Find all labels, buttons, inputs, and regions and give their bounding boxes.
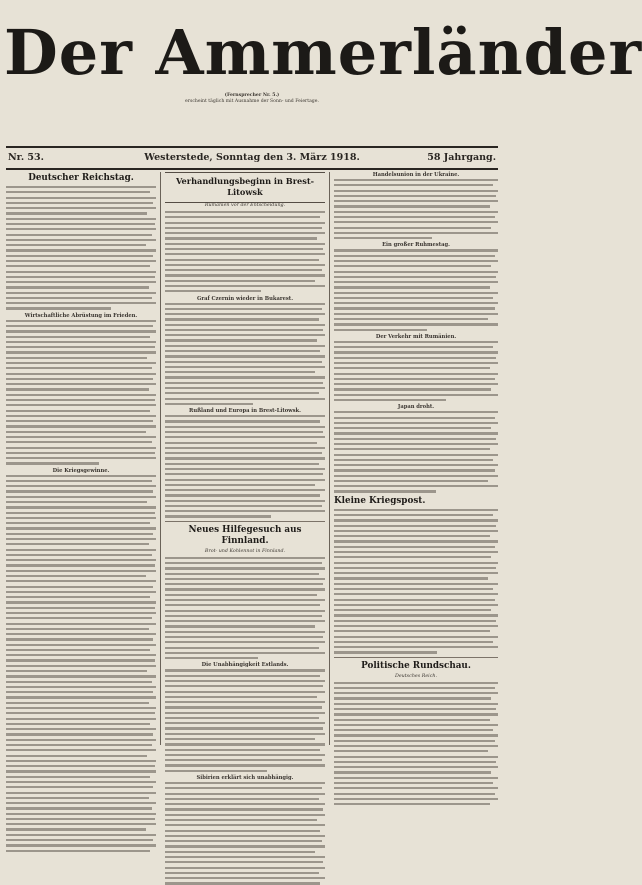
headline-box-brest <box>165 172 325 203</box>
section-estland: Die Unabhängigkeit Estlands. <box>201 662 289 669</box>
column-2 <box>165 172 325 781</box>
article-body-czernin <box>165 303 325 406</box>
headline-reichstag: Deutscher Reichstag. <box>28 173 134 183</box>
article-body-reichstag <box>6 186 156 310</box>
masthead-info: erscheint täglich mit Ausnahme der Sonn- und Feiertage. <box>185 99 319 105</box>
article-body-verkehr <box>334 341 498 401</box>
section-kriegsgewinne: Die Kriegsgewinne. <box>52 467 110 474</box>
headline-finnland: Neues Hilfegesuch aus Finnland. <box>188 524 302 546</box>
dateline <box>6 150 498 166</box>
section-abruestung: Wirtschaftliche Abrüstung im Frieden. <box>24 312 138 319</box>
article-body-abruestung <box>6 320 156 465</box>
article-body-finnland <box>165 557 325 660</box>
dateline-bottom-rule <box>6 168 498 170</box>
headline-brest-litowsk: Verhandlungsbeginn in Brest-Litowsk <box>175 176 315 197</box>
column-divider <box>329 172 330 745</box>
section-ruhmestag: Ein großer Ruhmestag. <box>382 242 450 249</box>
article-body-japan <box>334 411 498 492</box>
section-japan: Japan droht. <box>397 404 435 411</box>
dateline-top-rule <box>6 146 498 148</box>
masthead-subheader <box>8 93 496 105</box>
article-body-ruhmestag <box>334 249 498 330</box>
section-sibirien: Sibirien erklärt sich unabhängig. <box>196 775 294 781</box>
masthead-title: Der Ammerländer <box>4 16 642 89</box>
subheadline-finnland: Brot- und Kohlennot in Finnland. <box>204 548 286 554</box>
article-body-kriegspost <box>334 509 498 654</box>
article-body-rundschau <box>334 682 498 806</box>
article-body-russland <box>165 415 325 518</box>
section-russland-europa: Rußland und Europa in Brest-Litowsk. <box>189 408 301 415</box>
issue-number: Nr. 53. <box>8 152 44 163</box>
section-verkehr-rumaenien: Der Verkehr mit Rumänien. <box>375 333 457 340</box>
article-body-handelsunion <box>334 179 498 239</box>
column-3 <box>334 172 498 749</box>
subheadline-rumaenien: Rumänien vor der Entscheidung. <box>204 203 286 208</box>
article-body-brest <box>165 211 325 292</box>
column-1 <box>6 172 156 749</box>
issue-date: Westerstede, Sonntag den 3. März 1918. <box>144 152 360 163</box>
separator <box>334 657 498 658</box>
column-divider <box>160 172 161 745</box>
section-czernin: Graf Czernin wieder in Bukarest. <box>196 295 293 302</box>
issue-volume: 58 Jahrgang. <box>427 152 496 163</box>
section-handelsunion: Handelsunion in der Ukraine. <box>372 172 460 178</box>
article-body-sibirien <box>165 782 325 885</box>
article-body-kriegsgewinne <box>6 475 156 852</box>
masthead-phone: (Fernsprecher Nr. 5.) <box>224 93 280 98</box>
headline-kriegspost: Kleine Kriegspost. <box>334 495 426 506</box>
subheadline-deutsches-reich: Deutsches Reich. <box>394 673 438 679</box>
separator <box>165 521 325 522</box>
headline-rundschau: Politische Rundschau. <box>361 660 471 671</box>
article-body-estland <box>165 669 325 772</box>
